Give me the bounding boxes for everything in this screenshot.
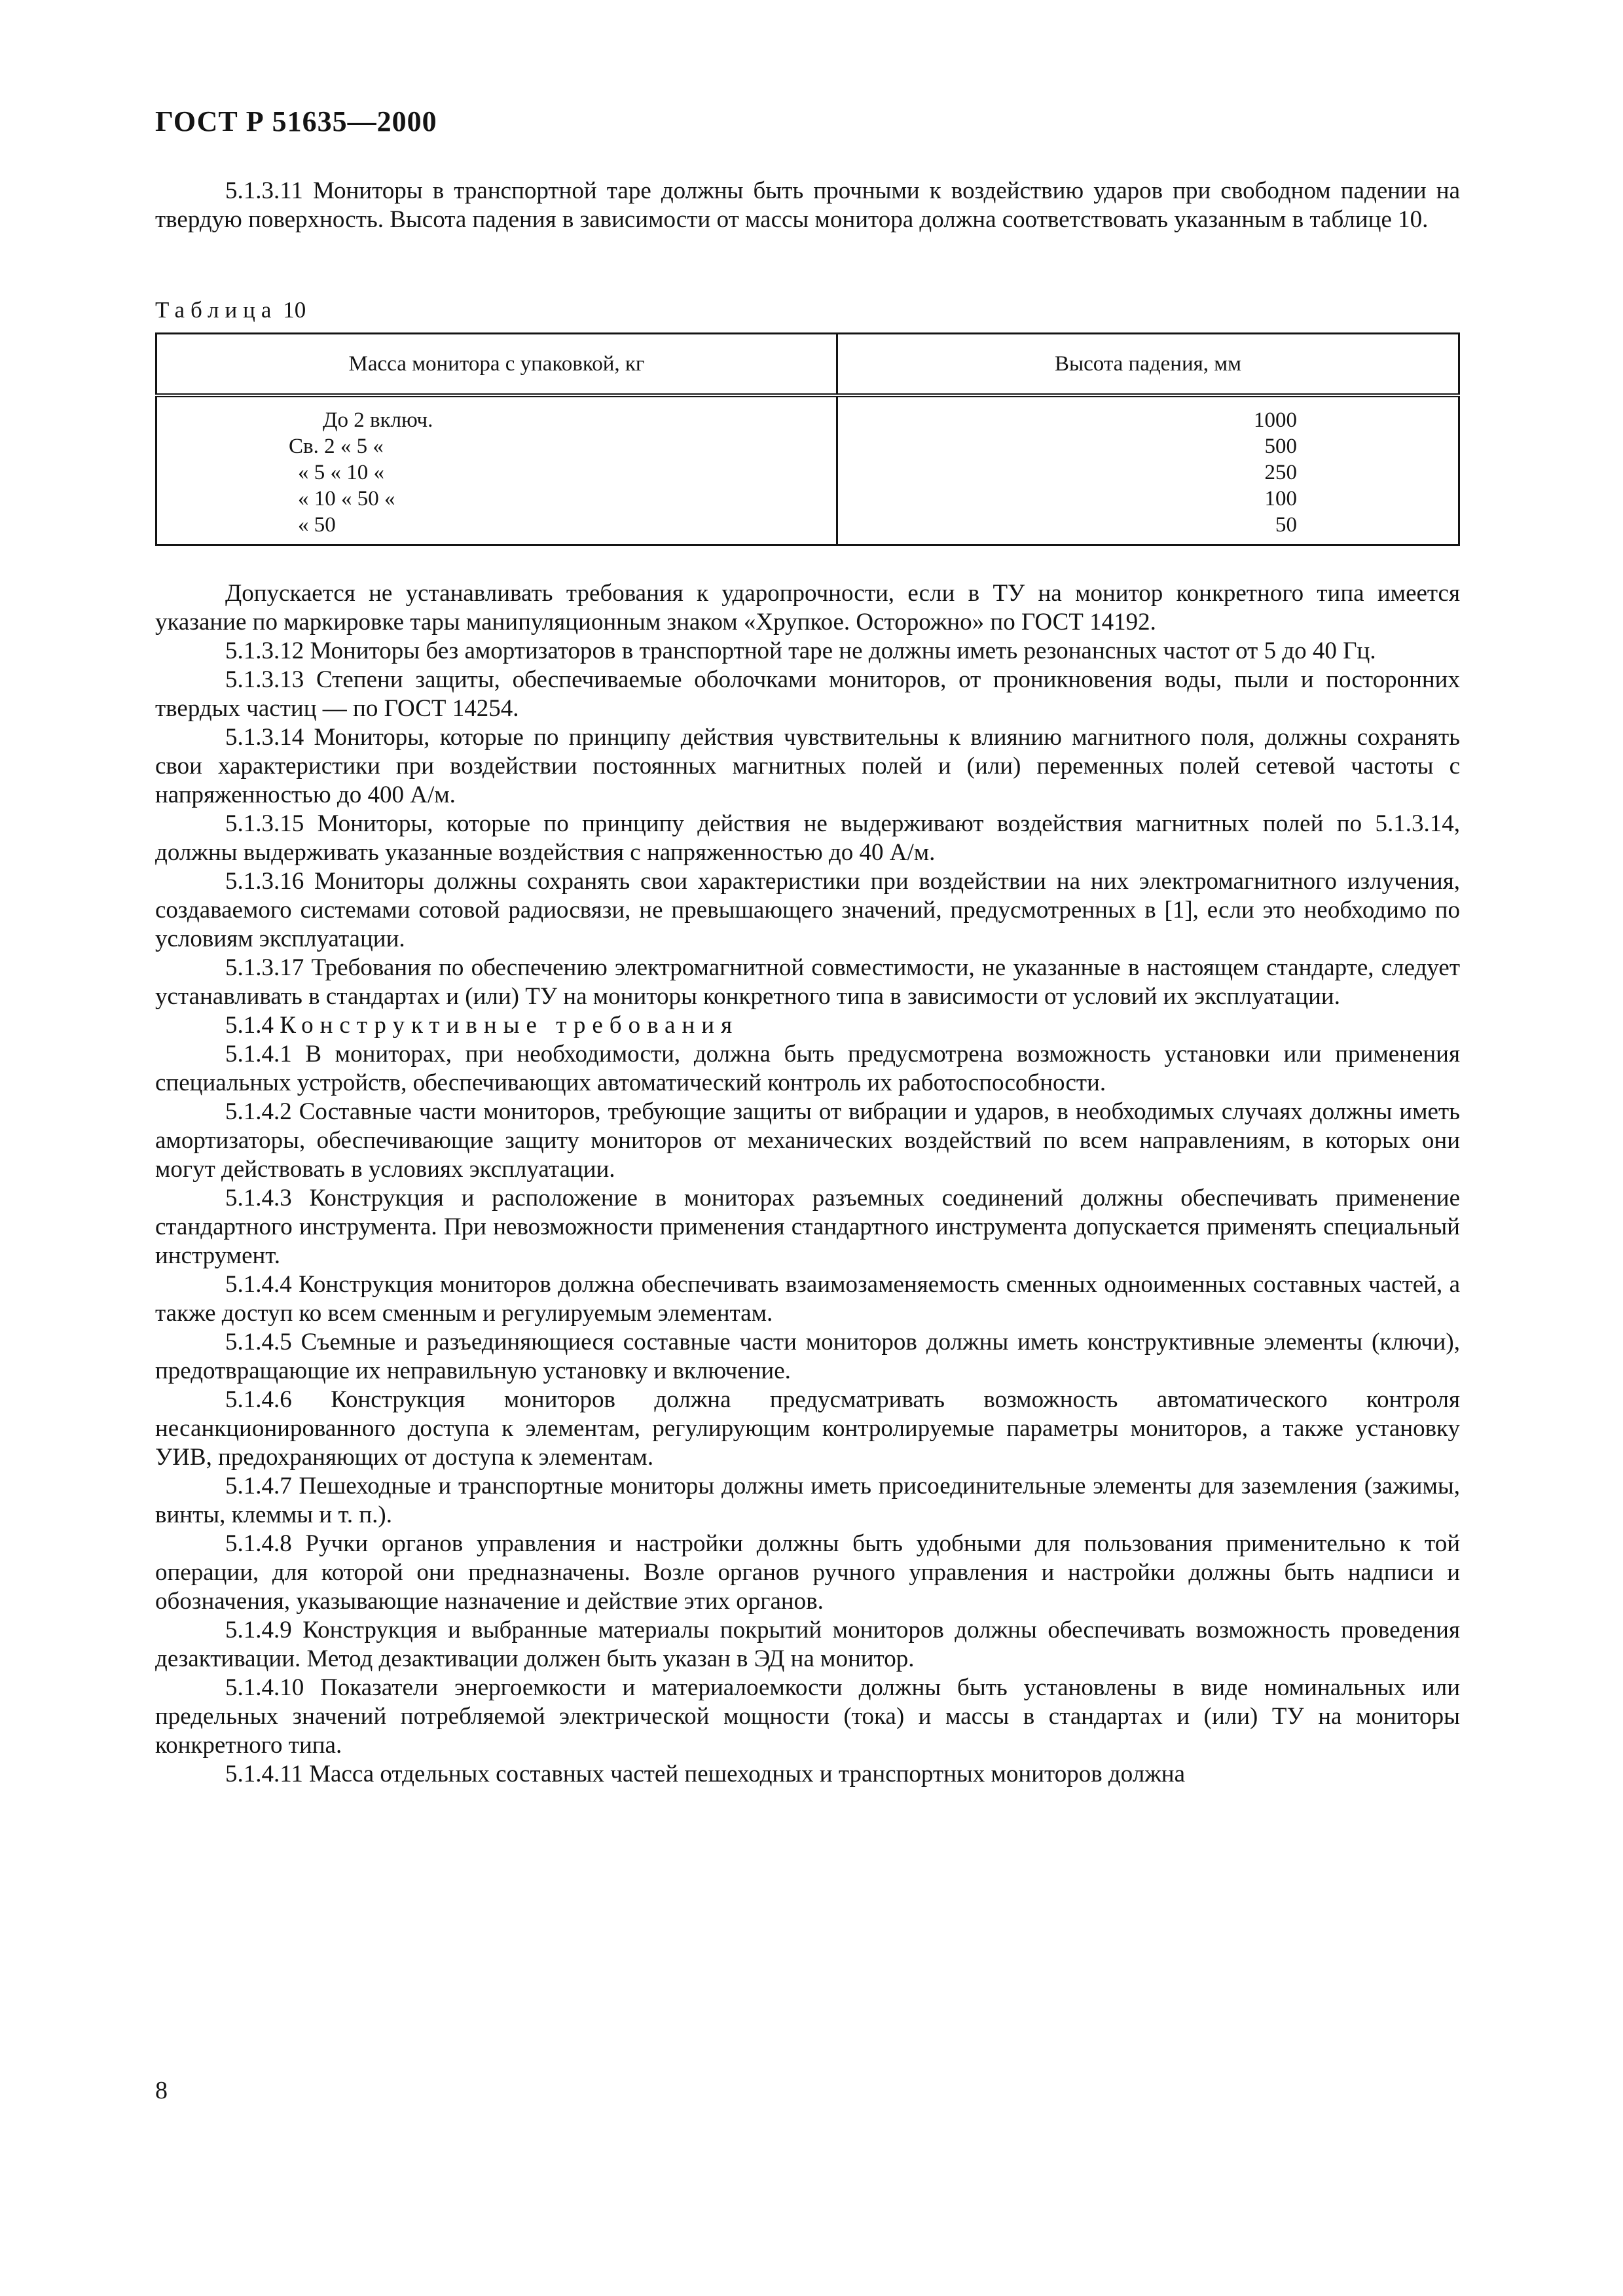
mass-row: « 5 « 10 « (298, 461, 384, 484)
document-header: ГОСТ Р 51635—2000 (155, 105, 437, 137)
paragraph: 5.1.3.14 Мониторы, которые по принципу действия чувствительны к влиянию магнитного поля, должны сохранять свои характеристики при воздействии постоянных магнитных полей и (или) переменных полей сетевой частоты с напряженностью до 400 А/м. (155, 724, 1460, 808)
section-title: Конструктивные требования (280, 1012, 739, 1039)
paragraph: 5.1.4.9 Конструкция и выбранные материалы покрытий мониторов должны обеспечивать возможность проведения дезактивации. Метод дезактивации должен быть указан в ЭД на монитор. (155, 1617, 1460, 1672)
paragraph: 5.1.4.8 Ручки органов управления и настройки должны быть удобными для пользования применительно к той операции, для которой они предназначены. Возле органов ручного управления и настройки должны быть надписи и обозначения, указывающие назначение и действие этих органов. (155, 1530, 1460, 1615)
table-caption-word: Таблица (155, 297, 278, 323)
paragraph: 5.1.4.6 Конструкция мониторов должна предусматривать возможность автоматического контроля несанкционированного доступа к элементам, регулирующим контролируемые параметры мониторов, а также установку УИВ, предохраняющих от доступа к элементам. (155, 1386, 1460, 1471)
table-caption (155, 297, 306, 323)
paragraph: 5.1.4.3 Конструкция и расположение в мониторах разъемных соединений должны обеспечивать применение стандартного инструмента. При невозможности применения стандартного инструмента допускается применять специальный инструмент. (155, 1185, 1460, 1269)
paragraph: Допускается не устанавливать требования к ударопрочности, если в ТУ на монитор конкретного типа имеется указание по маркировке тары манипуляционным знаком «Хрупкое. Осторожно» по ГОСТ 14192. (155, 580, 1460, 636)
paragraph: 5.1.3.11 Мониторы в транспортной таре должны быть прочными к воздействию ударов при свободном падении на твердую поверхность. Высота падения в зависимости от массы монитора должна соответствовать указанным в таблице 10. (155, 177, 1460, 233)
mass-row: « 10 « 50 « (298, 487, 395, 511)
mass-row: « 50 (298, 513, 336, 537)
column-header-height: Высота падения, мм (837, 334, 1459, 396)
column-header-mass: Масса монитора с упаковкой, кг (156, 334, 837, 396)
mass-row: До 2 включ. (323, 408, 433, 432)
paragraph: 5.1.4.7 Пешеходные и транспортные мониторы должны иметь присоединительные элементы для заземления (зажимы, винты, клеммы и т. п.). (155, 1473, 1460, 1528)
paragraph: 5.1.4.4 Конструкция мониторов должна обеспечивать взаимозаменяемость сменных одноименных составных частей, а также доступ ко всем сменным и регулируемым элементам. (155, 1271, 1460, 1327)
height-row: 1000 (1254, 408, 1297, 432)
paragraph: 5.1.3.13 Степени защиты, обеспечиваемые оболочками мониторов, от проникновения воды, пыли и посторонних твердых частиц — по ГОСТ 14254. (155, 666, 1460, 722)
body-text (155, 579, 1460, 1789)
intro-paragraph-block (155, 177, 1460, 234)
paragraph: 5.1.4.10 Показатели энергоемкости и материалоемкости должны быть установлены в виде номинальных или предельных значений потребляемой электрической мощности (тока) и массы в стандартах и (или) ТУ на мониторы конкретного типа. (155, 1674, 1460, 1759)
paragraph: 5.1.3.17 Требования по обеспечению электромагнитной совместимости, не указанные в настоящем стандарте, следует устанавливать в стандартах и (или) ТУ на мониторы конкретного типа в зависимости от условий их эксплуатации. (155, 954, 1460, 1010)
section-heading (155, 1011, 1460, 1040)
mass-row: Св. 2 « 5 « (289, 435, 384, 458)
height-cell (837, 395, 1459, 545)
height-row: 100 (1264, 487, 1297, 511)
paragraph: 5.1.4.1 В мониторах, при необходимости, должна быть предусмотрена возможность установки или применения специальных устройств, обеспечивающих автоматический контроль их работоспособности. (155, 1041, 1460, 1096)
drop-height-table (155, 332, 1460, 546)
paragraph: 5.1.4.11 Масса отдельных составных частей пешеходных и транспортных мониторов должна (225, 1761, 1186, 1787)
height-row: 500 (1264, 435, 1297, 458)
page-number: 8 (155, 2077, 168, 2104)
mass-cell (156, 395, 837, 545)
table-caption-number: 10 (283, 297, 306, 323)
height-row: 50 (1275, 513, 1297, 537)
paragraph: 5.1.4.5 Съемные и разъединяющиеся составные части мониторов должны иметь конструктивные элементы (ключи), предотвращающие их неправильную установку и включение. (155, 1329, 1460, 1384)
paragraph: 5.1.3.15 Мониторы, которые по принципу действия не выдерживают воздействия магнитных полей по 5.1.3.14, должны выдерживать указанные воздействия с напряженностью до 40 А/м. (155, 810, 1460, 866)
section-number: 5.1.4 (225, 1012, 274, 1039)
paragraph: 5.1.3.12 Мониторы без амортизаторов в транспортной таре не должны иметь резонансных частот от 5 до 40 Гц. (225, 637, 1376, 664)
paragraph: 5.1.4.2 Составные части мониторов, требующие защиты от вибрации и ударов, в необходимых случаях должны иметь амортизаторы, обеспечивающие защиту мониторов от механических воздействий по всем направлениям, в которых они могут действовать в условиях эксплуатации. (155, 1098, 1460, 1183)
height-row: 250 (1264, 461, 1297, 484)
paragraph: 5.1.3.16 Мониторы должны сохранять свои характеристики при воздействии на них электромагнитного излучения, создаваемого системами сотовой радиосвязи, не превышающего значений, предусмотренных в [1], если это необходимо по условиям эксплуатации. (155, 868, 1460, 952)
